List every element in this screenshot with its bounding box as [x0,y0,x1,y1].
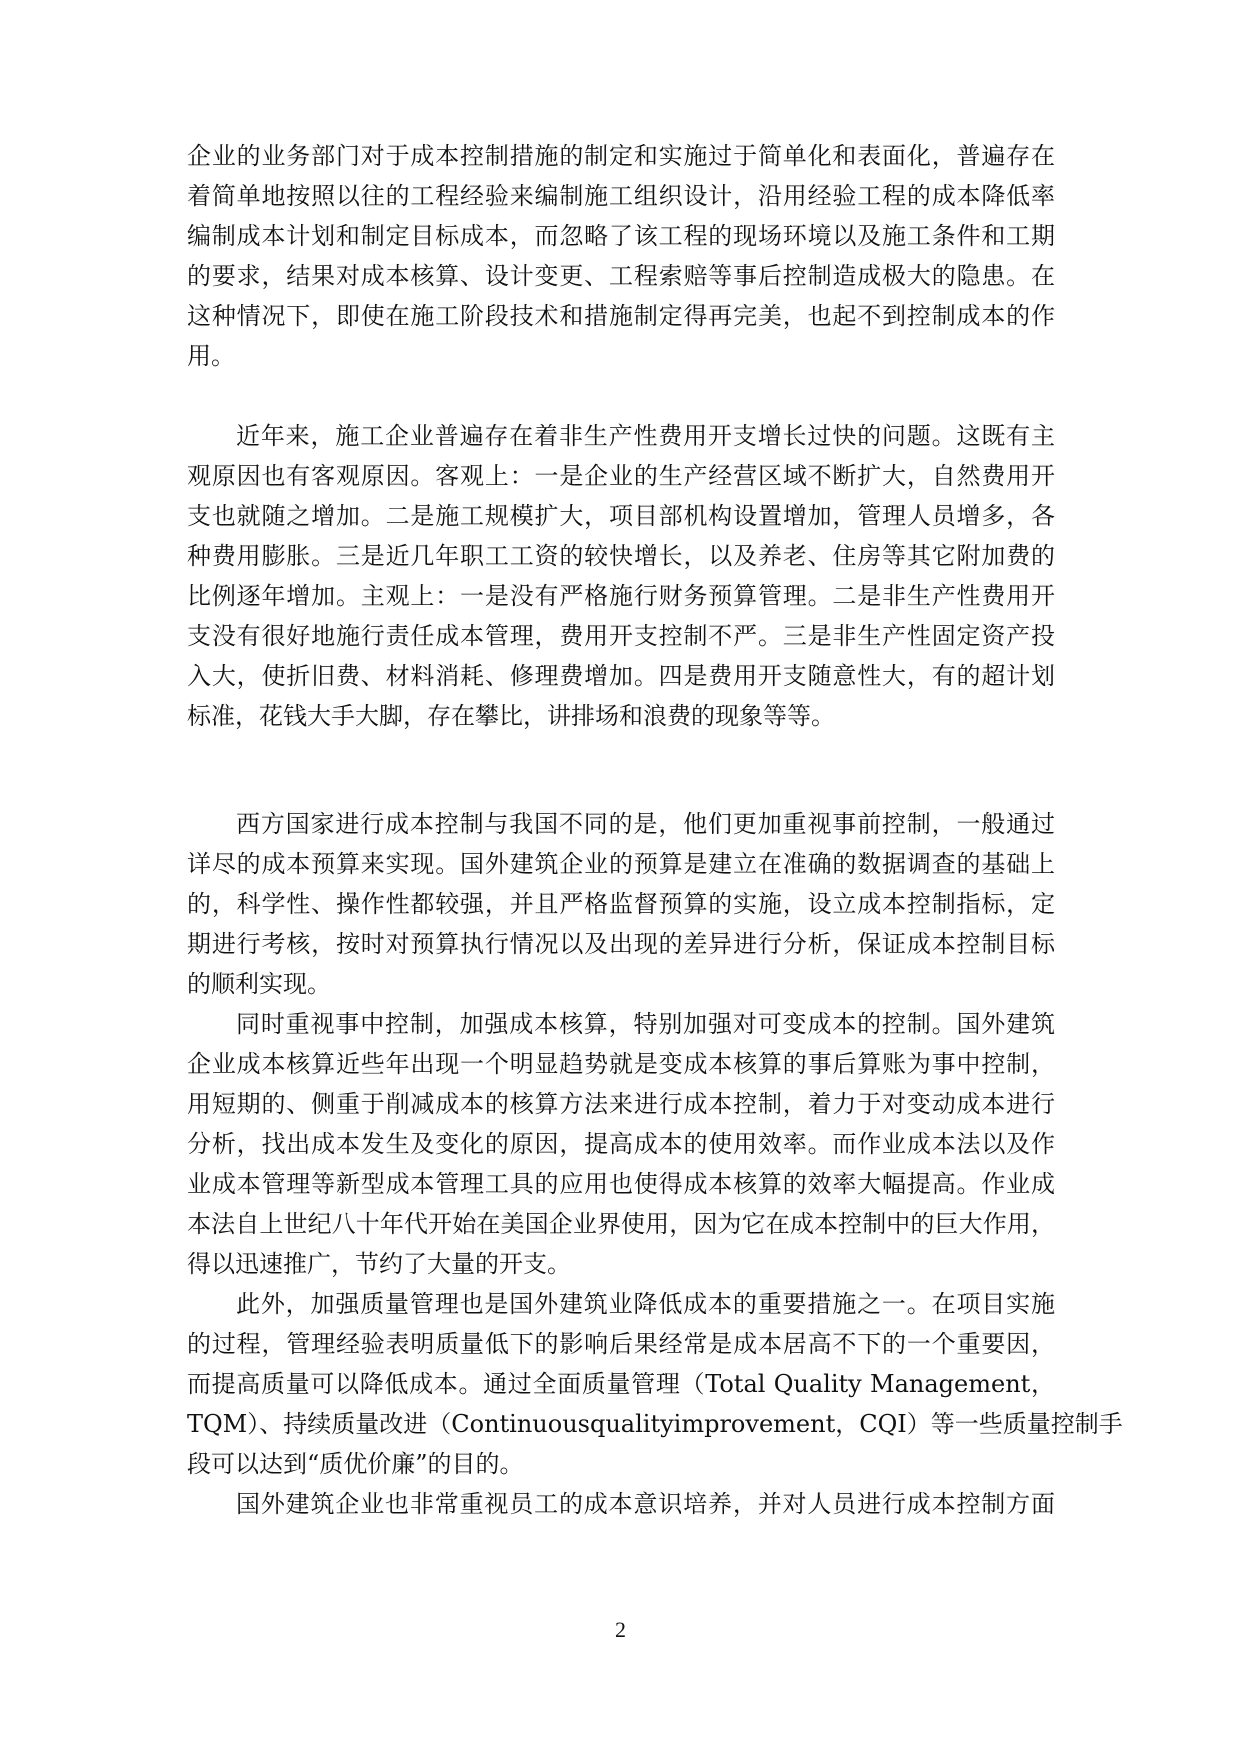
paragraph-line: 比例逐年增加。主观上：一是没有严格施行财务预算管理。二是非生产性费用开 [187,582,1055,610]
paragraph-line: 企业成本核算近些年出现一个明显趋势就是变成本核算的事后算账为事中控制， [187,1050,1055,1078]
paragraph-line: 分析，找出成本发生及变化的原因，提高成本的使用效率。而作业成本法以及作 [187,1130,1055,1158]
paragraph-line: 近年来，施工企业普遍存在着非生产性费用开支增长过快的问题。这既有主 [236,422,1055,450]
paragraph-western-pre-control [187,804,1055,1004]
page-number: 2 [615,1617,626,1642]
section-heading-1-1-4 [187,376,1055,416]
paragraph-line: 详尽的成本预算来实现。国外建筑企业的预算是建立在准确的数据调查的基础上 [187,850,1055,878]
paragraph-line: 同时重视事中控制，加强成本核算，特别加强对可变成本的控制。国外建筑 [236,1010,1055,1038]
paragraph-line: 的要求，结果对成本核算、设计变更、工程索赔等事后控制造成极大的隐患。在 [187,262,1055,290]
paragraph-line: 段可以达到“质优价廉”的目的。 [187,1450,524,1478]
section-heading-1-2 [187,750,1055,790]
paragraph-line: 支也就随之增加。二是施工规模扩大，项目部机构设置增加，管理人员增多，各 [187,502,1055,530]
paragraph-line: 支没有很好地施行责任成本管理，费用开支控制不严。三是非生产性固定资产投 [187,622,1055,650]
paragraph-line: 西方国家进行成本控制与我国不同的是，他们更加重视事前控制，一般通过 [236,810,1055,838]
paragraph-staff-cost-awareness [187,1484,1055,1524]
paragraph-cost-control-simplification [187,136,1055,376]
paragraph-line: 观原因也有客观原因。客观上：一是企业的生产经营区域不断扩大，自然费用开 [187,462,1055,490]
paragraph-line: 期进行考核，按时对预算执行情况以及出现的差异进行分析，保证成本控制目标 [187,930,1055,958]
paragraph-line: 本法自上世纪八十年代开始在美国企业界使用，因为它在成本控制中的巨大作用， [187,1210,1055,1238]
paragraph-line: 的顺利实现。 [187,970,331,998]
paragraph-line: 业成本管理等新型成本管理工具的应用也使得成本核算的效率大幅提高。作业成 [187,1170,1055,1198]
paragraph-line: 此外，加强质量管理也是国外建筑业降低成本的重要措施之一。在项目实施 [236,1290,1055,1318]
paragraph-nonproductive-expenses [187,416,1055,736]
paragraph-line: 这种情况下，即使在施工阶段技术和措施制定得再完美，也起不到控制成本的作 [187,302,1055,330]
paragraph-line: 的，科学性、操作性都较强，并且严格监督预算的实施，设立成本控制指标，定 [187,890,1055,918]
paragraph-line: 编制成本计划和制定目标成本，而忽略了该工程的现场环境以及施工条件和工期 [187,222,1055,250]
paragraph-line: 用。 [187,342,235,370]
paragraph-quality-management [187,1284,1123,1484]
paragraph-line: 国外建筑企业也非常重视员工的成本意识培养，并对人员进行成本控制方面 [236,1490,1055,1518]
paragraph-line: 用短期的、侧重于削减成本的核算方法来进行成本控制，着力于对变动成本进行 [187,1090,1055,1118]
paragraph-line: 着简单地按照以往的工程经验来编制施工组织设计，沿用经验工程的成本降低率 [187,182,1055,210]
paragraph-line: 入大，使折旧费、材料消耗、修理费增加。四是费用开支随意性大，有的超计划 [187,662,1055,690]
paragraph-line: 种费用膨胀。三是近几年职工工资的较快增长，以及养老、住房等其它附加费的 [187,542,1055,570]
paragraph-line: 企业的业务部门对于成本控制措施的制定和实施过于简单化和表面化，普遍存在 [187,142,1055,170]
paragraph-line: TQM）、持续质量改进（Continuousqualityimprovement，CQI）等一些质量控制手 [187,1410,1123,1438]
paragraph-line: 标准，花钱大手大脚，存在攀比，讲排场和浪费的现象等等。 [187,702,835,730]
paragraph-line: 而提高质量可以降低成本。通过全面质量管理（Total Quality Management， [187,1370,1055,1398]
document-body [187,136,1123,1524]
paragraph-line: 得以迅速推广，节约了大量的开支。 [187,1250,571,1278]
paragraph-in-process-control [187,1004,1055,1284]
paragraph-line: 的过程，管理经验表明质量低下的影响后果经常是成本居高不下的一个重要因， [187,1330,1055,1358]
